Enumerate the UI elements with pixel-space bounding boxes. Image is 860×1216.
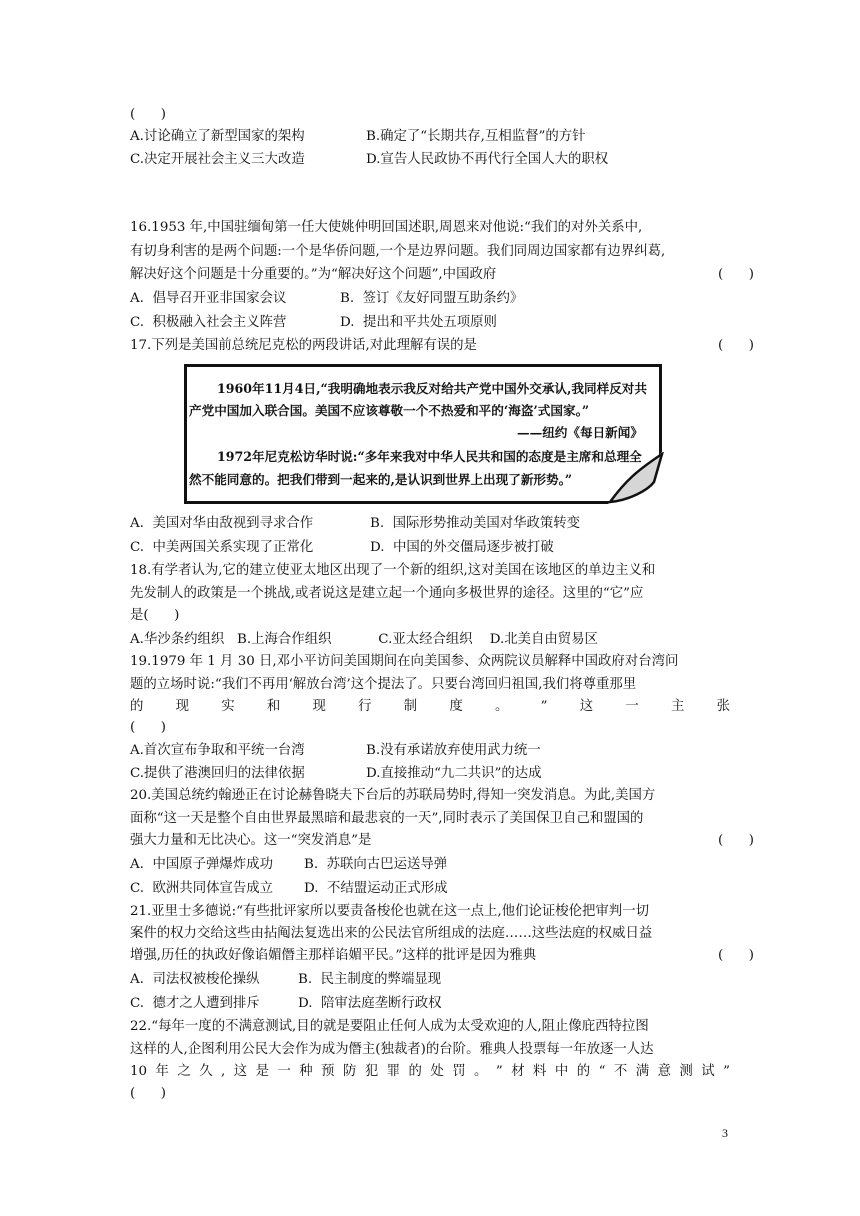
word: 不 xyxy=(613,1064,628,1079)
page-number: 3 xyxy=(722,1126,728,1140)
q16-stem-line-1: 16.1953 年,中国驻缅甸第一任大使姚仲明回国述职,周恩来对他说:“我们的对外关系中, xyxy=(130,220,643,235)
q21-stem-line-2: 案件的权力交给这些由拈阄法复选出来的公民法官所组成的法庭……这些法庭的权威日益 xyxy=(130,926,653,941)
q21-stem-line-1: 21.亚里士多德说:“有些批评家所以要责备梭伦也就在这一点上,他们论证梭伦把审判一切 xyxy=(130,904,649,919)
word: 防 xyxy=(342,1064,357,1079)
q15-option-d: D.宣告人民政协不再代行全国人大的职权 xyxy=(366,152,609,167)
q17-answer-bracket: ( ) xyxy=(718,338,754,353)
word: 材 xyxy=(511,1064,525,1079)
q15-option-b: B.确定了“长期共存,互相监督”的方针 xyxy=(366,129,586,144)
word: 试 xyxy=(701,1064,715,1079)
q17-stem-line-1: 17.下列是美国前总统尼克松的两段讲话,对此理解有误的是 xyxy=(130,338,477,353)
q19-stem-line-2: 题的立场时说:“我们不再用‘解放台湾’这个提法了。只要台湾回归祖国,我们将尊重那里 xyxy=(130,677,637,692)
q21-option-d: D. 陪审法庭垄断行政权 xyxy=(298,996,442,1011)
word: 料 xyxy=(533,1064,547,1079)
quote-line-4: 1972年尼克松访华时说:“多年来我对中华人民共和国的态度是主席和总理全 xyxy=(217,449,642,464)
word: 和 xyxy=(266,699,281,714)
q20-stem-line-1: 20.美国总统约翰逊正在讨论赫鲁晓夫下台后的苏联局势时,得知一突发消息。为此,美国方 xyxy=(130,788,656,803)
q17-option-a: A. 美国对华由敌视到寻求合作 xyxy=(130,516,314,531)
quote-source: ——纽约《每日新闻》 xyxy=(517,425,643,440)
word: 现 xyxy=(312,699,326,714)
q17-option-b: B. 国际形势推动美国对华政策转变 xyxy=(370,516,581,531)
word: 满 xyxy=(635,1064,650,1079)
q16-option-b: B. 签订《友好同盟互助条约》 xyxy=(340,291,524,306)
word: 的 xyxy=(130,699,144,714)
word: 。 xyxy=(474,1064,488,1079)
q18-stem-line-3: 是( ) xyxy=(130,608,180,623)
q22-stem-line-1: 22.“每年一度的不满意测试,目的就是要阻止任何人成为太受欢迎的人,阻止像庇西特拉图 xyxy=(130,1019,649,1034)
word: 实 xyxy=(221,699,235,714)
q19-option-c: C.提供了港澳回归的法律依据 xyxy=(130,766,305,781)
q22-stem-line-3 xyxy=(130,1062,730,1082)
q20-option-c: C. 欧洲共同体宣告成立 xyxy=(130,881,274,896)
q20-stem-line-3: 强大力量和无比决心。这一“突发消息”是 xyxy=(130,833,372,848)
word: 一 xyxy=(625,699,639,714)
word: 主 xyxy=(670,699,685,714)
word: 中 xyxy=(554,1064,569,1079)
q18-stem-line-2: 先发制人的政策是一个挑战,或者说这是建立起一个通向多极世界的途径。这里的“它”应 xyxy=(130,586,644,601)
q16-stem-line-3: 解决好这个问题是十分重要的。”为“解决好这个问题”,中国政府 xyxy=(130,267,497,282)
word: 处 xyxy=(430,1064,444,1079)
q19-option-d: D.直接推动“九二共识”的达成 xyxy=(366,766,542,781)
q15-answer-bracket: ( ) xyxy=(130,107,166,122)
quote-line-1: 1960年11月4日,“我明确地表示我反对给共产党中国外交承认,我同样反对共 xyxy=(217,381,647,396)
q21-stem-line-3: 增强,历任的执政好像谄媚僭主那样谄媚平民。”这样的批评是因为雅典 xyxy=(130,948,537,963)
quote-line-2: 产党中国加入联合国。美国不应该尊敬一个不热爱和平的‘海盗’式国家。” xyxy=(189,403,590,418)
word: 。 xyxy=(495,699,509,714)
word: ” xyxy=(723,1064,730,1079)
word: 度 xyxy=(449,699,463,714)
word: , xyxy=(221,1064,226,1079)
word: 种 xyxy=(299,1064,313,1079)
q22-answer-bracket: ( ) xyxy=(130,1086,166,1101)
word: ” xyxy=(495,1064,503,1079)
word: 制 xyxy=(403,699,418,714)
q16-option-a: A. 倡导召开亚非国家会议 xyxy=(130,291,287,306)
q16-answer-bracket: ( ) xyxy=(718,267,754,282)
q21-answer-bracket: ( ) xyxy=(718,948,754,963)
word: 犯 xyxy=(364,1064,379,1079)
q19-answer-bracket: ( ) xyxy=(130,720,166,735)
q19-option-b: B.没有承诺放弃使用武力统一 xyxy=(366,743,541,758)
q20-option-d: D. 不结盟运动正式形成 xyxy=(304,881,448,896)
word: ” xyxy=(540,699,548,714)
quote-line-5: 然不能同意的。把我们带到一起来的,是认识到世界上出现了新形势。” xyxy=(189,472,573,487)
q19-stem-line-1: 19.1979 年 1 月 30 日,邓小平访问美国期间在向美国参、众两院议员解释中国政府对台湾问 xyxy=(130,654,679,669)
word: 预 xyxy=(321,1064,335,1079)
q19-stem-line-3 xyxy=(130,697,730,717)
q22-stem-line-2: 这样的人,企图利用公民大会作为成为僭主(独裁者)的台阶。雅典人投票每一年放逐一人达 xyxy=(130,1042,654,1057)
q21-option-a: A. 司法权被梭伦操纵 xyxy=(130,972,260,987)
word: 一 xyxy=(277,1064,291,1079)
word: 罪 xyxy=(386,1064,401,1079)
q16-stem-line-2: 有切身利害的是两个问题:一个是华侨问题,一个是边界问题。我们同周边国家都有边界纠葛, xyxy=(130,244,666,259)
word: 行 xyxy=(358,699,372,714)
word: 这 xyxy=(579,699,594,714)
word: “ xyxy=(598,1064,606,1079)
q19-option-a: A.首次宣布争取和平统一台湾 xyxy=(130,743,305,758)
word: 的 xyxy=(576,1064,591,1079)
q20-answer-bracket: ( ) xyxy=(718,833,754,848)
page-curl-icon xyxy=(608,452,664,506)
q21-option-b: B. 民主制度的弊端显现 xyxy=(298,972,442,987)
word: 罚 xyxy=(452,1064,466,1079)
q20-stem-line-2: 面称“这一天是整个自由世界最黑暗和最悲哀的一天”,同时表示了美国保卫自己和盟国的 xyxy=(130,811,644,826)
word: 张 xyxy=(716,699,730,714)
word: 之 xyxy=(177,1064,191,1079)
q20-option-a: A. 中国原子弹爆炸成功 xyxy=(130,857,273,872)
q17-option-c: C. 中美两国关系实现了正常化 xyxy=(130,540,314,555)
q18-stem-line-1: 18.有学者认为,它的建立使亚太地区出现了一个新的组织,这对美国在该地区的单边主义和 xyxy=(130,563,656,578)
q16-option-c: C. 积极融入社会主义阵营 xyxy=(130,315,287,330)
word: 测 xyxy=(679,1064,693,1079)
q20-option-b: B. 苏联向古巴运送导弹 xyxy=(304,857,448,872)
q16-option-d: D. 提出和平共处五项原则 xyxy=(340,315,497,330)
q18-options: A.华沙条约组织 B.上海合作组织 C.亚太经合组织 D.北美自由贸易区 xyxy=(130,632,598,647)
word: 10 xyxy=(130,1064,148,1079)
word: 这 xyxy=(233,1064,248,1079)
word: 现 xyxy=(175,699,190,714)
q15-option-c: C.决定开展社会主义三大改造 xyxy=(130,152,305,167)
q21-option-c: C. 德才之人遭到排斥 xyxy=(130,996,260,1011)
q15-option-a: A.讨论确立了新型国家的架构 xyxy=(130,129,305,144)
quote-box xyxy=(184,364,662,504)
word: 意 xyxy=(657,1064,671,1079)
word: 是 xyxy=(255,1064,269,1079)
word: 的 xyxy=(408,1064,422,1079)
word: 久 xyxy=(199,1064,213,1079)
q17-option-d: D. 中国的外交僵局逐步被打破 xyxy=(370,540,554,555)
word: 年 xyxy=(155,1064,169,1079)
